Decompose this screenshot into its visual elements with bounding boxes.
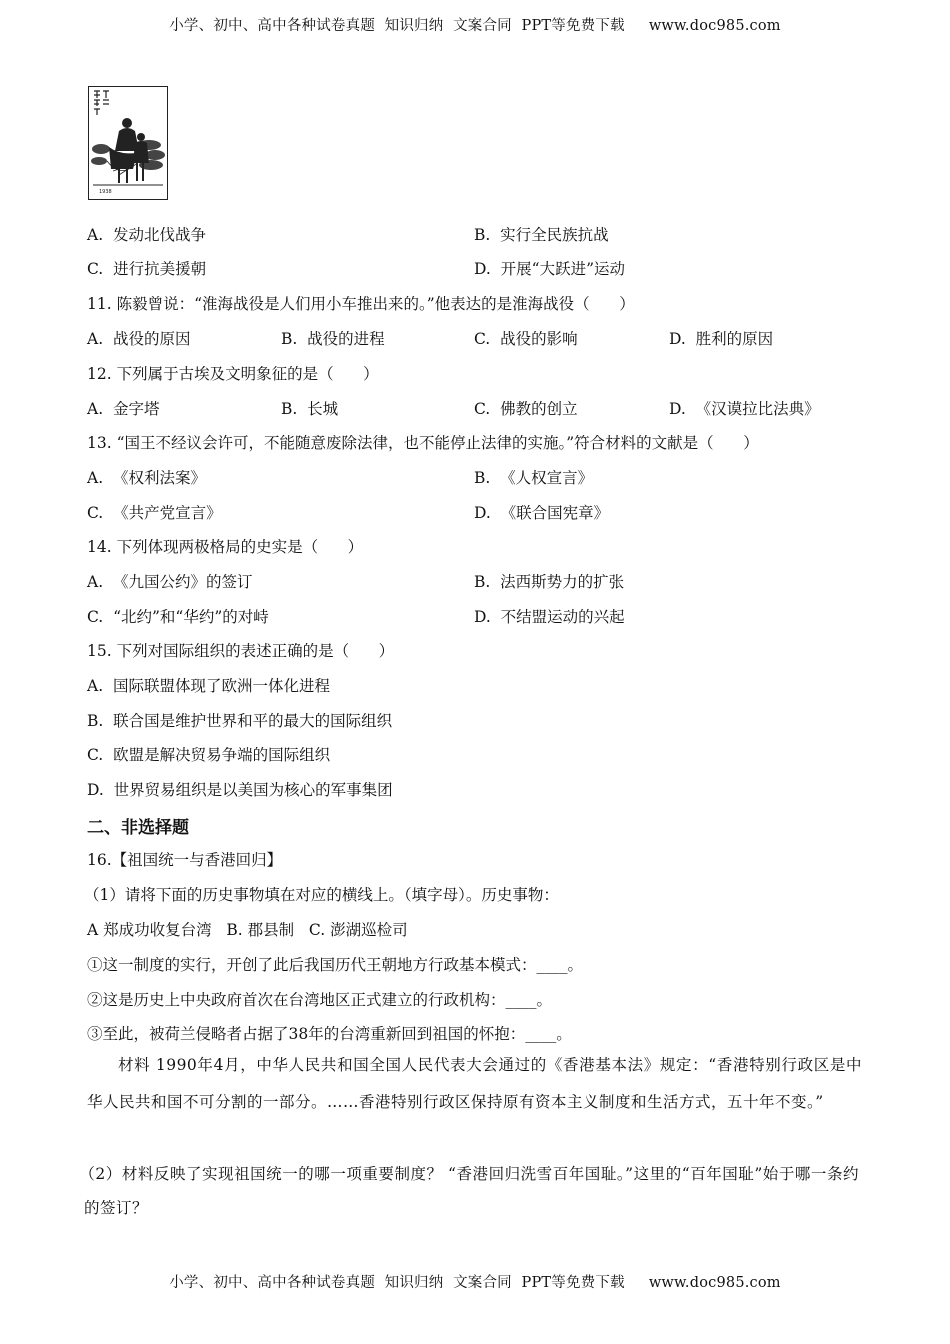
q15-option-c: C. 欧盟是解决贸易争端的国际组织	[87, 746, 331, 764]
q16-blank-2: ②这是历史上中央政府首次在台湾地区正式建立的行政机构：____。	[87, 991, 553, 1009]
q11-option-c: C. 战役的影响	[474, 330, 578, 348]
q13-option-b: B. 《人权宣言》	[474, 469, 594, 487]
q16-blank-3: ③至此，被荷兰侵略者占据了38年的台湾重新回到祖国的怀抱：____。	[87, 1025, 572, 1043]
q10-option-b: B. 实行全民族抗战	[474, 226, 609, 244]
q12-option-c: C. 佛教的创立	[474, 400, 578, 418]
woodcut-drawing	[89, 87, 167, 199]
q10-option-d: D. 开展“大跃进”运动	[474, 260, 626, 278]
q16-material: 材料 1990年4月，中华人民共和国全国人民代表大会通过的《香港基本法》规定：“香港特别行政区是中华人民共和国不可分割的一部分。……香港特别行政区保持原有资本主义制度和生活方式，五十年不变。”	[87, 1056, 862, 1111]
q14-stem: 14. 下列体现两极格局的史实是（ ）	[87, 538, 364, 556]
q12-option-b: B. 长城	[281, 400, 339, 418]
q16-title: 16.【祖国统一与香港回归】	[87, 851, 283, 869]
svg-text:1938: 1938	[99, 189, 112, 195]
q10-option-c: C. 进行抗美援朝	[87, 260, 207, 278]
q14-option-d: D. 不结盟运动的兴起	[474, 608, 625, 626]
woodcut-illustration	[88, 86, 168, 200]
q16-part1: （1）请将下面的历史事物填在对应的横线上。（填字母）。历史事物：	[84, 886, 559, 904]
page-footer: 小学、初中、高中各种试卷真题 知识归纳 文案合同 PPT等免费下载 www.doc985.com	[169, 1275, 781, 1291]
q15-option-b: B. 联合国是维护世界和平的最大的国际组织	[87, 712, 393, 730]
section-title: 二、非选择题	[87, 818, 189, 838]
q11-stem: 11. 陈毅曾说：“淮海战役是人们用小车推出来的。”他表达的是淮海战役（ ）	[87, 295, 635, 313]
page-header: 小学、初中、高中各种试卷真题 知识归纳 文案合同 PPT等免费下载 www.doc985.com	[169, 18, 781, 34]
q16-part2: （2）材料反映了实现祖国统一的哪一项重要制度？ “香港回归洗雪百年国耻。”这里的“百年国耻”始于哪一条约的签订？	[79, 1165, 859, 1217]
q16-items: A 郑成功收复台湾 B. 郡县制 C. 澎湖巡检司	[87, 921, 408, 939]
q14-option-a: A. 《九国公约》的签订	[87, 573, 253, 591]
q12-option-a: A. 金字塔	[87, 400, 160, 418]
q15-option-a: A. 国际联盟体现了欧洲一体化进程	[87, 677, 330, 695]
q14-option-c: C. “北约”和“华约”的对峙	[87, 608, 269, 626]
q10-option-a: A. 发动北伐战争	[87, 226, 206, 244]
q11-option-d: D. 胜利的原因	[669, 330, 774, 348]
q12-stem: 12. 下列属于古埃及文明象征的是（ ）	[87, 365, 379, 383]
q14-option-b: B. 法西斯势力的扩张	[474, 573, 625, 591]
q15-stem: 15. 下列对国际组织的表述正确的是（ ）	[87, 642, 395, 660]
q11-option-a: A. 战役的原因	[87, 330, 191, 348]
q13-stem: 13. “国王不经议会许可，不能随意废除法律，也不能停止法律的实施。”符合材料的文献是（ ）	[87, 434, 759, 452]
q12-option-d: D. 《汉谟拉比法典》	[669, 400, 820, 418]
q13-option-d: D. 《联合国宪章》	[474, 504, 610, 522]
q16-blank-1: ①这一制度的实行，开创了此后我国历代王朝地方行政基本模式：____。	[87, 956, 584, 974]
q11-option-b: B. 战役的进程	[281, 330, 385, 348]
q13-option-a: A. 《权利法案》	[87, 469, 206, 487]
q13-option-c: C. 《共产党宣言》	[87, 504, 222, 522]
q15-option-d: D. 世界贸易组织是以美国为核心的军事集团	[87, 781, 393, 799]
